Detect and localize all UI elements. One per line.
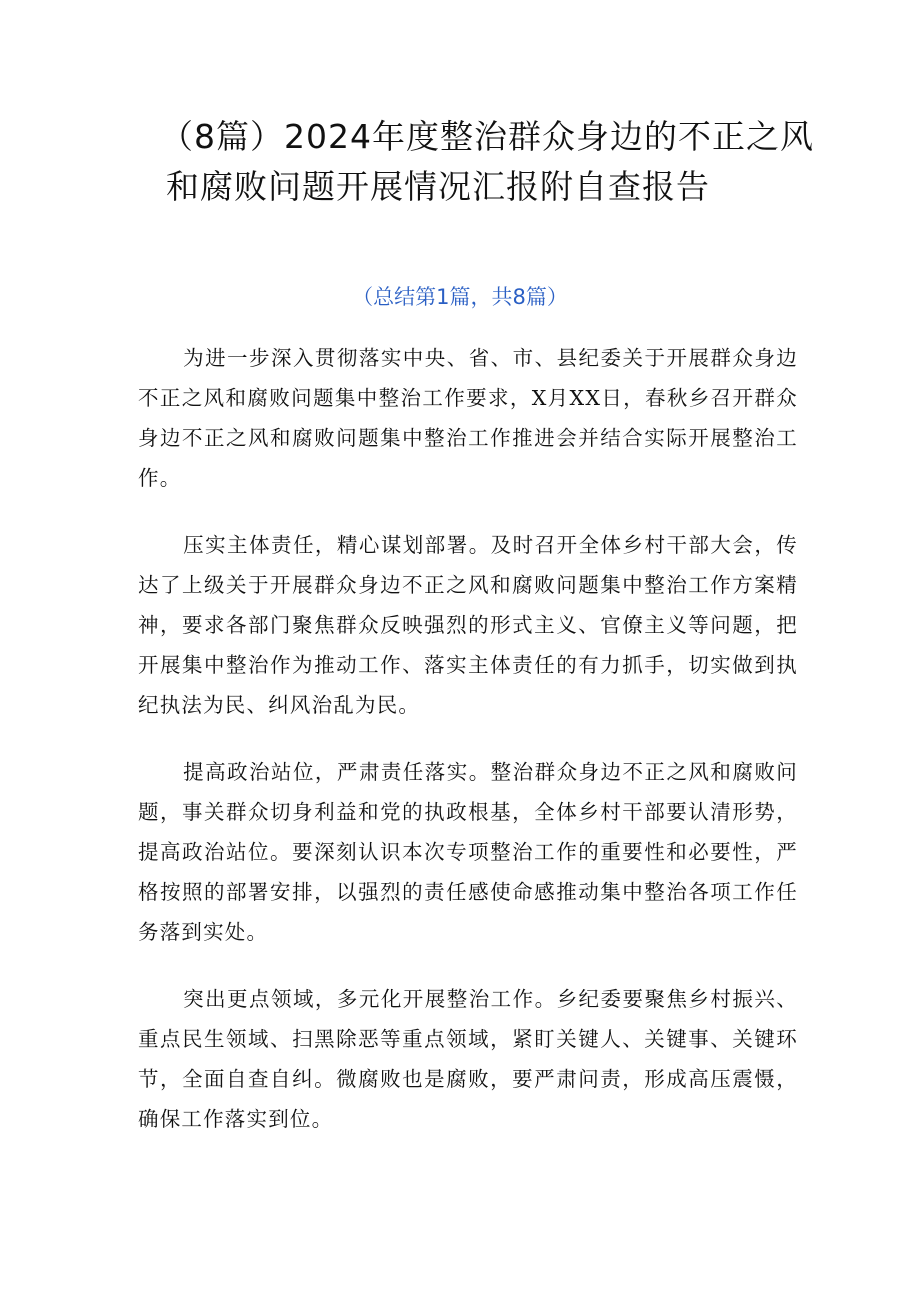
paragraph-4: 突出更点领域，多元化开展整治工作。乡纪委要聚焦乡村振兴、重点民生领域、扫黑除恶等重点领域，紧盯关键人、关键事、关键环节，全面自查自纠。微腐败也是腐败，要严肃问责，形成高压震慑，确保工作落实到位。 (138, 987, 798, 1131)
document-body (138, 338, 798, 1166)
document-subtitle: （总结第1篇，共8篇） (352, 285, 568, 309)
paragraph-2: 压实主体责任，精心谋划部署。及时召开全体乡村干部大会，传达了上级关于开展群众身边不正之风和腐败问题集中整治工作方案精神，要求各部门聚焦群众反映强烈的形式主义、官僚主义等问题，把开展集中整治作为推动工作、落实主体责任的有力抓手，切实做到执纪执法为民、纠风治乱为民。 (138, 533, 798, 717)
paragraph-1: 为进一步深入贯彻落实中央、省、市、县纪委关于开展群众身边不正之风和腐败问题集中整治工作要求，X月XX日，春秋乡召开群众身边不正之风和腐败问题集中整治工作推进会并结合实际开展整治工作。 (138, 346, 798, 490)
paragraph-3: 提高政治站位，严肃责任落实。整治群众身边不正之风和腐败问题，事关群众切身利益和党的执政根基，全体乡村干部要认清形势，提高政治站位。要深刻认识本次专项整治工作的重要性和必要性，严格按照的部署安排，以强烈的责任感使命感推动集中整治各项工作任务落到实处。 (138, 760, 798, 944)
title-line-2: 和腐败问题开展情况汇报附自查报告 (166, 167, 710, 206)
title-line-1: （8篇）2024年度整治群众身边的不正之风 (160, 117, 814, 156)
document-title (160, 112, 820, 212)
